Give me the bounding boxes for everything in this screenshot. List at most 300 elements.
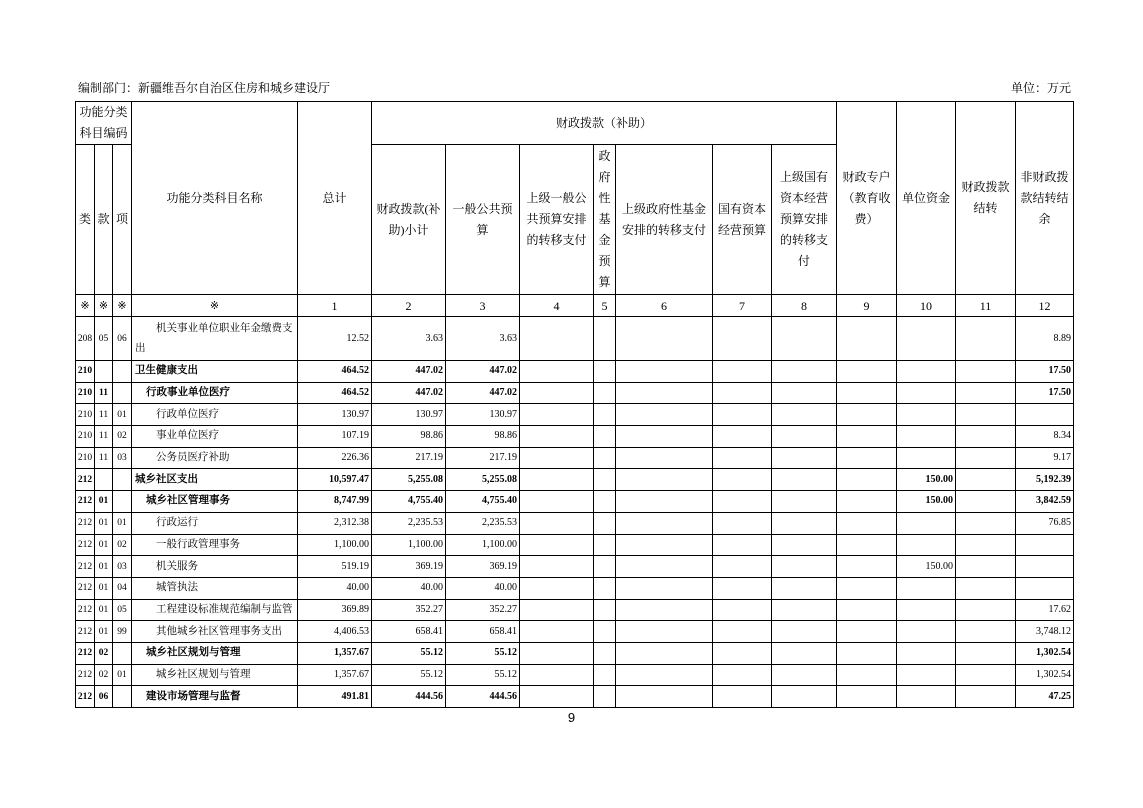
- value-cell-col6: [616, 491, 713, 513]
- value-cell-col11: [956, 469, 1016, 491]
- value-cell-col5: [594, 534, 616, 556]
- code-lei-cell: 212: [76, 686, 95, 708]
- value-cell-col9: [837, 686, 897, 708]
- column-index-cell: 12: [1016, 295, 1074, 317]
- fiscal-carryover-header: 财政拨款结转: [956, 102, 1016, 295]
- value-cell-col3: 130.97: [446, 404, 520, 426]
- value-cell-col1: 8,747.99: [298, 491, 372, 513]
- value-cell-col11: [956, 491, 1016, 513]
- value-cell-col2: 40.00: [372, 577, 446, 599]
- value-cell-col4: [520, 361, 594, 383]
- table-row: [76, 447, 1074, 469]
- code-kuan-cell: 11: [95, 426, 113, 448]
- table-row: [76, 491, 1074, 513]
- value-cell-col1: 130.97: [298, 404, 372, 426]
- column-index-cell: 9: [837, 295, 897, 317]
- value-cell-col2: 369.19: [372, 556, 446, 578]
- value-cell-col1: 1,357.67: [298, 642, 372, 664]
- value-cell-col6: [616, 382, 713, 404]
- value-cell-col9: [837, 512, 897, 534]
- value-cell-col9: [837, 382, 897, 404]
- code-kuan-cell: 01: [95, 577, 113, 599]
- code-lei-cell: 212: [76, 642, 95, 664]
- lei-header: 类: [76, 145, 95, 295]
- value-cell-col7: [713, 534, 772, 556]
- value-cell-col3: 1,100.00: [446, 534, 520, 556]
- code-xiang-cell: [113, 361, 132, 383]
- value-cell-col7: [713, 469, 772, 491]
- value-cell-col7: [713, 426, 772, 448]
- table-row: [76, 556, 1074, 578]
- value-cell-col11: [956, 317, 1016, 361]
- code-kuan-cell: 02: [95, 642, 113, 664]
- value-cell-col6: [616, 664, 713, 686]
- value-cell-col10: [897, 361, 956, 383]
- value-cell-col7: [713, 512, 772, 534]
- table-row: [76, 512, 1074, 534]
- value-cell-col7: [713, 491, 772, 513]
- table-body: [76, 317, 1074, 708]
- value-cell-col7: [713, 664, 772, 686]
- code-lei-cell: 210: [76, 426, 95, 448]
- value-cell-col3: 444.56: [446, 686, 520, 708]
- total-header: 总计: [298, 102, 372, 295]
- code-lei-cell: 212: [76, 469, 95, 491]
- item-name-cell: 城乡社区规划与管理: [132, 664, 298, 686]
- code-lei-cell: 212: [76, 556, 95, 578]
- code-xiang-cell: [113, 491, 132, 513]
- code-lei-cell: 210: [76, 382, 95, 404]
- value-cell-col5: [594, 512, 616, 534]
- value-cell-col8: [772, 664, 837, 686]
- value-cell-col7: [713, 556, 772, 578]
- value-cell-col1: 491.81: [298, 686, 372, 708]
- value-cell-col3: 217.19: [446, 447, 520, 469]
- value-cell-col11: [956, 577, 1016, 599]
- code-kuan-cell: 01: [95, 512, 113, 534]
- value-cell-col2: 5,255.08: [372, 469, 446, 491]
- value-cell-col10: [897, 686, 956, 708]
- code-lei-cell: 212: [76, 621, 95, 643]
- value-cell-col6: [616, 426, 713, 448]
- value-cell-col11: [956, 361, 1016, 383]
- table-row: [76, 382, 1074, 404]
- code-xiang-cell: 03: [113, 556, 132, 578]
- state-capital-budget-header: 国有资本经营预算: [713, 145, 772, 295]
- value-cell-col8: [772, 599, 837, 621]
- value-cell-col1: 10,597.47: [298, 469, 372, 491]
- table-row: [76, 404, 1074, 426]
- column-index-cell: 10: [897, 295, 956, 317]
- value-cell-col3: 55.12: [446, 664, 520, 686]
- value-cell-col6: [616, 686, 713, 708]
- value-cell-col5: [594, 686, 616, 708]
- value-cell-col3: 369.19: [446, 556, 520, 578]
- value-cell-col12: 3,842.59: [1016, 491, 1074, 513]
- value-cell-col5: [594, 664, 616, 686]
- value-cell-col7: [713, 404, 772, 426]
- value-cell-col4: [520, 621, 594, 643]
- value-cell-col8: [772, 317, 837, 361]
- value-cell-col3: 447.02: [446, 361, 520, 383]
- fiscal-allocation-header: 财政拨款（补助）: [372, 102, 837, 145]
- code-xiang-cell: 01: [113, 664, 132, 686]
- column-index-cell: 1: [298, 295, 372, 317]
- value-cell-col4: [520, 664, 594, 686]
- value-cell-col8: [772, 382, 837, 404]
- code-lei-cell: 208: [76, 317, 95, 361]
- value-cell-col2: 1,100.00: [372, 534, 446, 556]
- value-cell-col1: 2,312.38: [298, 512, 372, 534]
- code-kuan-cell: 11: [95, 382, 113, 404]
- value-cell-col11: [956, 664, 1016, 686]
- item-name-cell: 城管执法: [132, 577, 298, 599]
- value-cell-col8: [772, 361, 837, 383]
- code-kuan-cell: 05: [95, 317, 113, 361]
- value-cell-col9: [837, 426, 897, 448]
- value-cell-col4: [520, 491, 594, 513]
- header-row-1: [76, 102, 1074, 145]
- code-lei-cell: 212: [76, 664, 95, 686]
- value-cell-col9: [837, 642, 897, 664]
- code-xiang-cell: 01: [113, 404, 132, 426]
- value-cell-col8: [772, 491, 837, 513]
- value-cell-col6: [616, 317, 713, 361]
- value-cell-col5: [594, 447, 616, 469]
- table-row: [76, 686, 1074, 708]
- table-row: [76, 534, 1074, 556]
- column-index-row: [76, 295, 1074, 317]
- value-cell-col4: [520, 469, 594, 491]
- value-cell-col12: 9.17: [1016, 447, 1074, 469]
- value-cell-col11: [956, 642, 1016, 664]
- value-cell-col2: 447.02: [372, 382, 446, 404]
- value-cell-col8: [772, 447, 837, 469]
- value-cell-col4: [520, 382, 594, 404]
- value-cell-col1: 4,406.53: [298, 621, 372, 643]
- value-cell-col9: [837, 664, 897, 686]
- value-cell-col6: [616, 469, 713, 491]
- unit-funds-header: 单位资金: [897, 102, 956, 295]
- code-lei-cell: 210: [76, 447, 95, 469]
- item-name-cell: 事业单位医疗: [132, 426, 298, 448]
- item-name-cell: 城乡社区管理事务: [132, 491, 298, 513]
- value-cell-col5: [594, 642, 616, 664]
- value-cell-col12: [1016, 404, 1074, 426]
- code-kuan-cell: 06: [95, 686, 113, 708]
- value-cell-col10: 150.00: [897, 556, 956, 578]
- code-xiang-cell: [113, 382, 132, 404]
- value-cell-col10: [897, 404, 956, 426]
- value-cell-col10: 150.00: [897, 491, 956, 513]
- table-row: [76, 599, 1074, 621]
- upper-gov-fund-transfer-header: 上级政府性基金安排的转移支付: [616, 145, 713, 295]
- value-cell-col9: [837, 599, 897, 621]
- column-index-cell: 7: [713, 295, 772, 317]
- value-cell-col5: [594, 404, 616, 426]
- value-cell-col3: 5,255.08: [446, 469, 520, 491]
- column-index-cell: ※: [95, 295, 113, 317]
- value-cell-col6: [616, 361, 713, 383]
- value-cell-col1: 519.19: [298, 556, 372, 578]
- value-cell-col4: [520, 686, 594, 708]
- value-cell-col10: [897, 426, 956, 448]
- table-row: [76, 642, 1074, 664]
- column-index-cell: 2: [372, 295, 446, 317]
- code-xiang-cell: 02: [113, 426, 132, 448]
- item-name-cell: 公务员医疗补助: [132, 447, 298, 469]
- value-cell-col4: [520, 599, 594, 621]
- non-fiscal-carryover-header: 非财政拨款结转结余: [1016, 102, 1074, 295]
- code-kuan-cell: 01: [95, 621, 113, 643]
- value-cell-col10: [897, 577, 956, 599]
- code-lei-cell: 212: [76, 599, 95, 621]
- value-cell-col2: 2,235.53: [372, 512, 446, 534]
- value-cell-col6: [616, 447, 713, 469]
- value-cell-col5: [594, 621, 616, 643]
- code-lei-cell: 210: [76, 361, 95, 383]
- value-cell-col11: [956, 512, 1016, 534]
- value-cell-col2: 4,755.40: [372, 491, 446, 513]
- value-cell-col11: [956, 686, 1016, 708]
- value-cell-col3: 352.27: [446, 599, 520, 621]
- value-cell-col8: [772, 469, 837, 491]
- table-row: [76, 317, 1074, 361]
- value-cell-col7: [713, 686, 772, 708]
- value-cell-col6: [616, 599, 713, 621]
- item-name-cell: 行政运行: [132, 512, 298, 534]
- value-cell-col7: [713, 317, 772, 361]
- value-cell-col2: 217.19: [372, 447, 446, 469]
- value-cell-col2: 447.02: [372, 361, 446, 383]
- value-cell-col8: [772, 534, 837, 556]
- column-index-cell: 11: [956, 295, 1016, 317]
- table-row: [76, 469, 1074, 491]
- value-cell-col10: [897, 642, 956, 664]
- column-index-cell: 5: [594, 295, 616, 317]
- value-cell-col8: [772, 686, 837, 708]
- item-name-cell: 工程建设标准规范编制与监管: [132, 599, 298, 621]
- value-cell-col9: [837, 447, 897, 469]
- column-index-cell: ※: [132, 295, 298, 317]
- value-cell-col4: [520, 642, 594, 664]
- code-lei-cell: 212: [76, 577, 95, 599]
- value-cell-col4: [520, 317, 594, 361]
- value-cell-col12: 8.89: [1016, 317, 1074, 361]
- column-index-cell: 4: [520, 295, 594, 317]
- value-cell-col1: 226.36: [298, 447, 372, 469]
- code-lei-cell: 212: [76, 534, 95, 556]
- value-cell-col1: 12.52: [298, 317, 372, 361]
- column-index-cell: ※: [76, 295, 95, 317]
- value-cell-col5: [594, 469, 616, 491]
- value-cell-col4: [520, 577, 594, 599]
- value-cell-col12: 76.85: [1016, 512, 1074, 534]
- value-cell-col3: 3.63: [446, 317, 520, 361]
- value-cell-col2: 3.63: [372, 317, 446, 361]
- value-cell-col3: 55.12: [446, 642, 520, 664]
- code-xiang-cell: 06: [113, 317, 132, 361]
- item-name-cell: 建设市场管理与监督: [132, 686, 298, 708]
- value-cell-col10: [897, 317, 956, 361]
- value-cell-col11: [956, 599, 1016, 621]
- value-cell-col11: [956, 382, 1016, 404]
- value-cell-col8: [772, 404, 837, 426]
- value-cell-col4: [520, 426, 594, 448]
- code-kuan-cell: 11: [95, 447, 113, 469]
- value-cell-col2: 658.41: [372, 621, 446, 643]
- upper-general-transfer-header: 上级一般公共预算安排的转移支付: [520, 145, 594, 295]
- column-index-cell: 3: [446, 295, 520, 317]
- code-kuan-cell: [95, 361, 113, 383]
- value-cell-col8: [772, 642, 837, 664]
- value-cell-col9: [837, 361, 897, 383]
- value-cell-col1: 464.52: [298, 382, 372, 404]
- value-cell-col2: 130.97: [372, 404, 446, 426]
- item-name-cell: 城乡社区支出: [132, 469, 298, 491]
- value-cell-col7: [713, 361, 772, 383]
- value-cell-col5: [594, 577, 616, 599]
- table-row: [76, 664, 1074, 686]
- value-cell-col1: 107.19: [298, 426, 372, 448]
- code-xiang-cell: [113, 469, 132, 491]
- value-cell-col2: 98.86: [372, 426, 446, 448]
- value-cell-col2: 352.27: [372, 599, 446, 621]
- value-cell-col12: 1,302.54: [1016, 664, 1074, 686]
- value-cell-col4: [520, 404, 594, 426]
- value-cell-col9: [837, 469, 897, 491]
- value-cell-col2: 55.12: [372, 664, 446, 686]
- value-cell-col10: [897, 447, 956, 469]
- item-name-cell: 城乡社区规划与管理: [132, 642, 298, 664]
- value-cell-col9: [837, 491, 897, 513]
- value-cell-col12: 5,192.39: [1016, 469, 1074, 491]
- value-cell-col3: 98.86: [446, 426, 520, 448]
- fiscal-subtotal-header: 财政拨款(补助)小计: [372, 145, 446, 295]
- value-cell-col4: [520, 556, 594, 578]
- code-xiang-cell: 03: [113, 447, 132, 469]
- value-cell-col2: 55.12: [372, 642, 446, 664]
- value-cell-col8: [772, 556, 837, 578]
- item-name-cell: 机关事业单位职业年金缴费支出: [132, 317, 298, 361]
- value-cell-col12: 8.34: [1016, 426, 1074, 448]
- kuan-header: 款: [95, 145, 113, 295]
- value-cell-col6: [616, 556, 713, 578]
- budget-table: [75, 101, 1074, 708]
- item-name-cell: 行政事业单位医疗: [132, 382, 298, 404]
- general-budget-header: 一般公共预算: [446, 145, 520, 295]
- table-row: [76, 577, 1074, 599]
- value-cell-col10: [897, 621, 956, 643]
- currency-unit: 单位：万元: [1010, 81, 1071, 95]
- code-lei-cell: 212: [76, 512, 95, 534]
- code-xiang-cell: 05: [113, 599, 132, 621]
- value-cell-col3: 658.41: [446, 621, 520, 643]
- special-account-header: 财政专户（教育收费）: [837, 102, 897, 295]
- value-cell-col9: [837, 556, 897, 578]
- code-kuan-cell: 11: [95, 404, 113, 426]
- value-cell-col8: [772, 577, 837, 599]
- value-cell-col6: [616, 621, 713, 643]
- item-name-cell: 一般行政管理事务: [132, 534, 298, 556]
- item-name-cell: 其他城乡社区管理事务支出: [132, 621, 298, 643]
- value-cell-col12: 17.62: [1016, 599, 1074, 621]
- value-cell-col10: [897, 512, 956, 534]
- value-cell-col12: [1016, 556, 1074, 578]
- value-cell-col10: [897, 664, 956, 686]
- code-xiang-cell: [113, 686, 132, 708]
- value-cell-col5: [594, 361, 616, 383]
- value-cell-col11: [956, 426, 1016, 448]
- value-cell-col12: 17.50: [1016, 382, 1074, 404]
- value-cell-col3: 2,235.53: [446, 512, 520, 534]
- value-cell-col7: [713, 621, 772, 643]
- value-cell-col1: 40.00: [298, 577, 372, 599]
- value-cell-col10: 150.00: [897, 469, 956, 491]
- value-cell-col12: 47.25: [1016, 686, 1074, 708]
- value-cell-col11: [956, 447, 1016, 469]
- item-name-cell: 卫生健康支出: [132, 361, 298, 383]
- value-cell-col1: 464.52: [298, 361, 372, 383]
- item-name-header: 功能分类科目名称: [132, 102, 298, 295]
- value-cell-col6: [616, 642, 713, 664]
- value-cell-col4: [520, 447, 594, 469]
- value-cell-col5: [594, 317, 616, 361]
- column-index-cell: ※: [113, 295, 132, 317]
- gov-fund-budget-header: 政府性基金预算: [594, 145, 616, 295]
- value-cell-col7: [713, 382, 772, 404]
- value-cell-col11: [956, 621, 1016, 643]
- table-row: [76, 426, 1074, 448]
- value-cell-col6: [616, 577, 713, 599]
- value-cell-col2: 444.56: [372, 686, 446, 708]
- value-cell-col10: [897, 599, 956, 621]
- value-cell-col5: [594, 491, 616, 513]
- value-cell-col8: [772, 621, 837, 643]
- item-name-cell: 行政单位医疗: [132, 404, 298, 426]
- code-kuan-cell: 01: [95, 556, 113, 578]
- value-cell-col5: [594, 599, 616, 621]
- code-kuan-cell: 01: [95, 534, 113, 556]
- value-cell-col1: 369.89: [298, 599, 372, 621]
- value-cell-col7: [713, 642, 772, 664]
- value-cell-col1: 1,100.00: [298, 534, 372, 556]
- code-kuan-cell: 01: [95, 491, 113, 513]
- value-cell-col9: [837, 534, 897, 556]
- value-cell-col6: [616, 512, 713, 534]
- value-cell-col5: [594, 556, 616, 578]
- value-cell-col10: [897, 382, 956, 404]
- value-cell-col7: [713, 577, 772, 599]
- table-row: [76, 621, 1074, 643]
- code-kuan-cell: [95, 469, 113, 491]
- value-cell-col12: 1,302.54: [1016, 642, 1074, 664]
- code-group-header: 功能分类科目编码: [76, 102, 132, 145]
- value-cell-col7: [713, 599, 772, 621]
- value-cell-col3: 40.00: [446, 577, 520, 599]
- value-cell-col7: [713, 447, 772, 469]
- value-cell-col6: [616, 404, 713, 426]
- value-cell-col1: 1,357.67: [298, 664, 372, 686]
- value-cell-col10: [897, 534, 956, 556]
- value-cell-col12: 3,748.12: [1016, 621, 1074, 643]
- compiling-department: 编制部门：新疆维吾尔自治区住房和城乡建设厅: [78, 81, 331, 95]
- value-cell-col6: [616, 534, 713, 556]
- code-xiang-cell: 04: [113, 577, 132, 599]
- table-row: [76, 361, 1074, 383]
- value-cell-col3: 447.02: [446, 382, 520, 404]
- code-lei-cell: 212: [76, 491, 95, 513]
